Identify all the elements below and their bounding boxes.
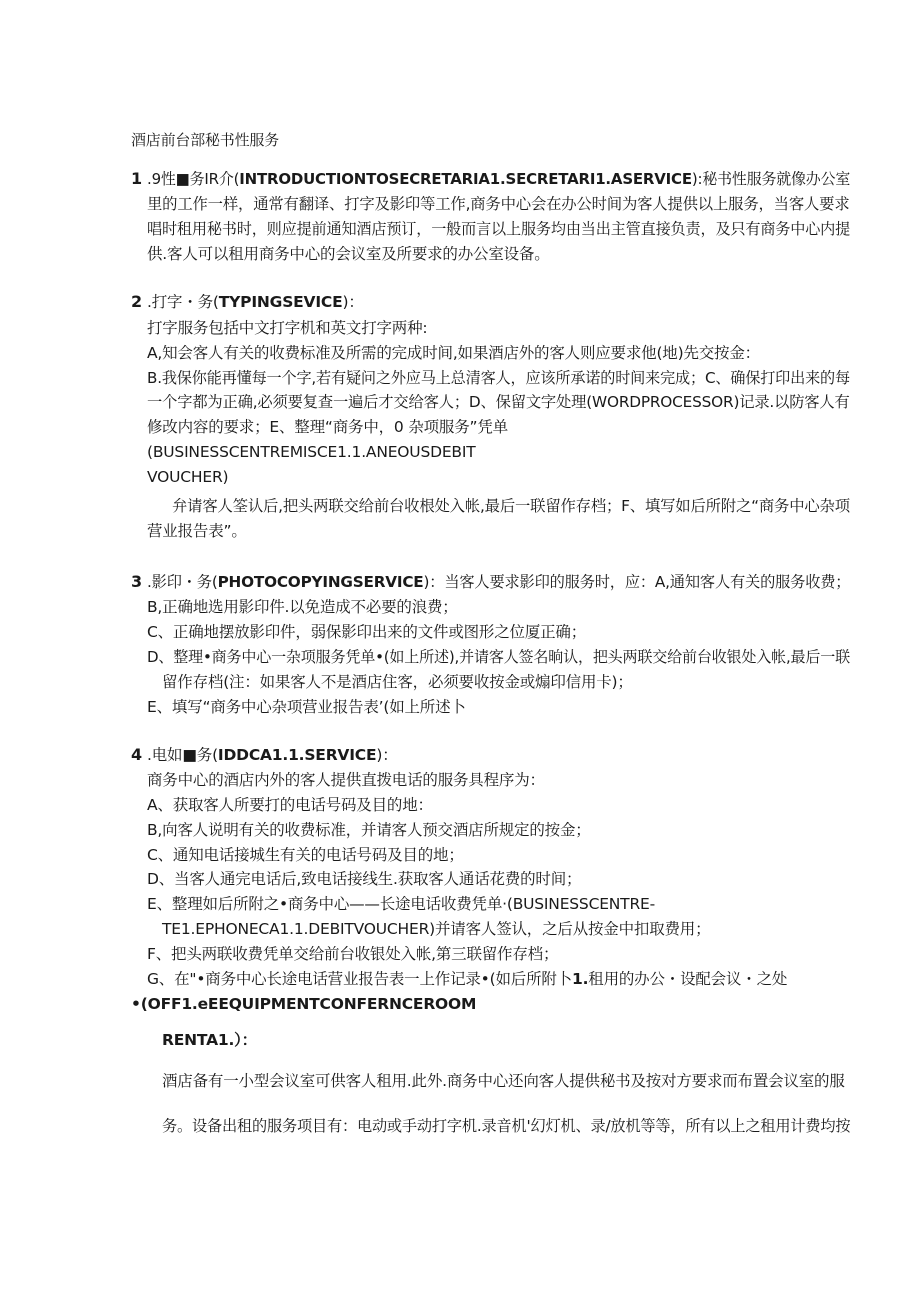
section-3-line-3: C、正确地摆放影印件，弱保影印出来的文件或图形之位厦正确； (147, 623, 587, 641)
section-2-line-6: (BUSINESSCENTREMISCE1.1.ANEOUSDEBIT (147, 443, 476, 461)
section-4-line-2: A、获取客人所要打的电话号码及目的地： (147, 796, 433, 814)
section-2-heading (147, 292, 364, 312)
section-1-line-2: 里的工作一样，通常有翻译、打字及影印等工作,商务中心会在办公时间为客人提供以上服务，当客人要求 (147, 195, 850, 213)
section-3-heading-suffix: )：当客人要求影印的服务时，应：A,通知客人有关的服务收费； (423, 573, 851, 591)
section-1-heading (147, 169, 850, 189)
section-4-line-10: •(OFF1.eEEQUIPMENTCONFERNCEROOM (131, 995, 477, 1013)
section-3-number: 3 (131, 572, 143, 591)
section-3-heading (147, 572, 850, 592)
section-4-number: 4 (131, 745, 143, 764)
section-3-line-4: D、整理•商务中心一杂项服务凭单•(如上所述),并请客人签名晌认，把头两联交给前台收银处入帐,最后一联 (147, 648, 850, 666)
section-4-line-11: RENTA1.）： (162, 1031, 257, 1049)
section-4-line-4: C、通知电话接城生有关的电话号码及目的地； (147, 846, 464, 864)
section-1-line-4: 供.客人可以租用商务中心的会议室及所要求的办公室设备。 (147, 245, 550, 263)
section-2-heading-suffix: )： (342, 293, 364, 311)
section-4-line-12: 酒店备有一小型会议室可供客人租用.此外.商务中心还向客人提供秘书及按对方要求而布置会议室的服 (162, 1072, 845, 1090)
section-1-heading-suffix: ):秘书性服务就像办公室 (691, 170, 851, 188)
section-4-line-5: D、当客人通完电话后,致电话接线生.获取客人通话花费的时间； (147, 870, 582, 888)
section-2-heading-prefix: .打字・务( (147, 293, 219, 311)
section-3-line-6: E、填写“商务中心杂项营业报告表’(如上所述卜 (147, 698, 466, 716)
section-1-line-3: 唱时租用秘书时，则应提前通知酒店预订，一般而言以上服务均由当出主管直接负责，及只有商务中心内提 (147, 220, 851, 238)
section-4-heading-suffix: )： (376, 746, 398, 764)
section-2-line-9: 营业报告表”。 (147, 522, 247, 540)
section-2-heading-en: TYPINGSEVICE (218, 293, 343, 311)
section-1-heading-prefix: .9性■务IR介( (147, 170, 240, 188)
section-2-line-3: B.我保你能再懂每一个字,若有疑问之外应马上总清客人，应该所承诺的时间来完成；C、确保打印出来的每 (147, 369, 850, 387)
section-4-line-6: E、整理如后所附之•商务中心——长途电话收费凭单·(BUSINESSCENTRE- (147, 895, 656, 913)
section-4-line-9 (147, 969, 787, 989)
section-4-line-8: F、把头两联收费凭单交给前台收银处入帐,第三联留作存档； (147, 945, 559, 963)
section-4-line-1: 商务中心的酒店内外的客人提供直拨电话的服务具程序为： (147, 771, 545, 789)
section-2-line-5: 修改内容的要求；E、整理“商务中，0 杂项服务”凭单 (147, 418, 508, 436)
section-2-line-2: A,知会客人有关的收费标准及所需的完成时间,如果酒店外的客人则应要求他(地)先交按金： (147, 344, 760, 362)
section-4-heading-prefix: .电如■务( (147, 746, 218, 764)
section-4-line-13: 务。设备出租的服务项目有：电动或手动打字机.录音机'幻灯机、录/放机等等，所有以上之租用计费均按 (162, 1117, 851, 1135)
section-4-line-9-prefix: G、在"•商务中心长途电话营业报告表一上作记录•(如后所附卜 (147, 970, 572, 988)
section-4-line-3: B,向客人说明有关的收费标准，并请客人预交酒店所规定的按金； (147, 821, 591, 839)
section-2-number: 2 (131, 292, 143, 311)
section-3-heading-prefix: .影印・务( (147, 573, 218, 591)
section-1-heading-en: INTRODUCTIONTOSECRETARIA1.SECRETARI1.ASERVICE (239, 170, 692, 188)
section-1-number: 1 (131, 169, 143, 188)
section-3-line-5: 留作存档(注：如果客人不是酒店住客，必须要收按金或煽印信用卡)； (162, 673, 633, 691)
section-4-heading-en: IDDCA1.1.SERVICE (217, 746, 377, 764)
section-4-line-9-number: 1. (571, 970, 589, 988)
section-3-heading-en: PHOTOCOPYINGSERVICE (217, 573, 424, 591)
section-3-line-2: B,正确地选用影印件.以免造成不必要的浪费； (147, 598, 458, 616)
section-2-line-8: 弁请客人筌认后,把头两联交给前台收根处入帐,最后一联留作存档；F、填写如后所附之“商务中心杂项 (172, 497, 850, 515)
section-4-line-7: TE1.EPHONECA1.1.DEBITVOUCHER)并请客人签认，之后从按金中扣取费用； (162, 920, 711, 938)
section-2-line-1: 打字服务包括中文打字机和英文打字两种: (147, 319, 428, 337)
section-4-line-9-suffix: 租用的办公・设配会议・之处 (588, 970, 788, 988)
page-title: 酒店前台部秘书性服务 (131, 131, 280, 149)
section-2-line-4: 一个字都为正确,必须要复查一遍后才交给客人；D、保留文字处理(WORDPROCESSOR)记录.以防客人有 (147, 393, 850, 411)
section-2-line-7: VOUCHER) (147, 468, 229, 486)
section-4-heading (147, 745, 398, 765)
